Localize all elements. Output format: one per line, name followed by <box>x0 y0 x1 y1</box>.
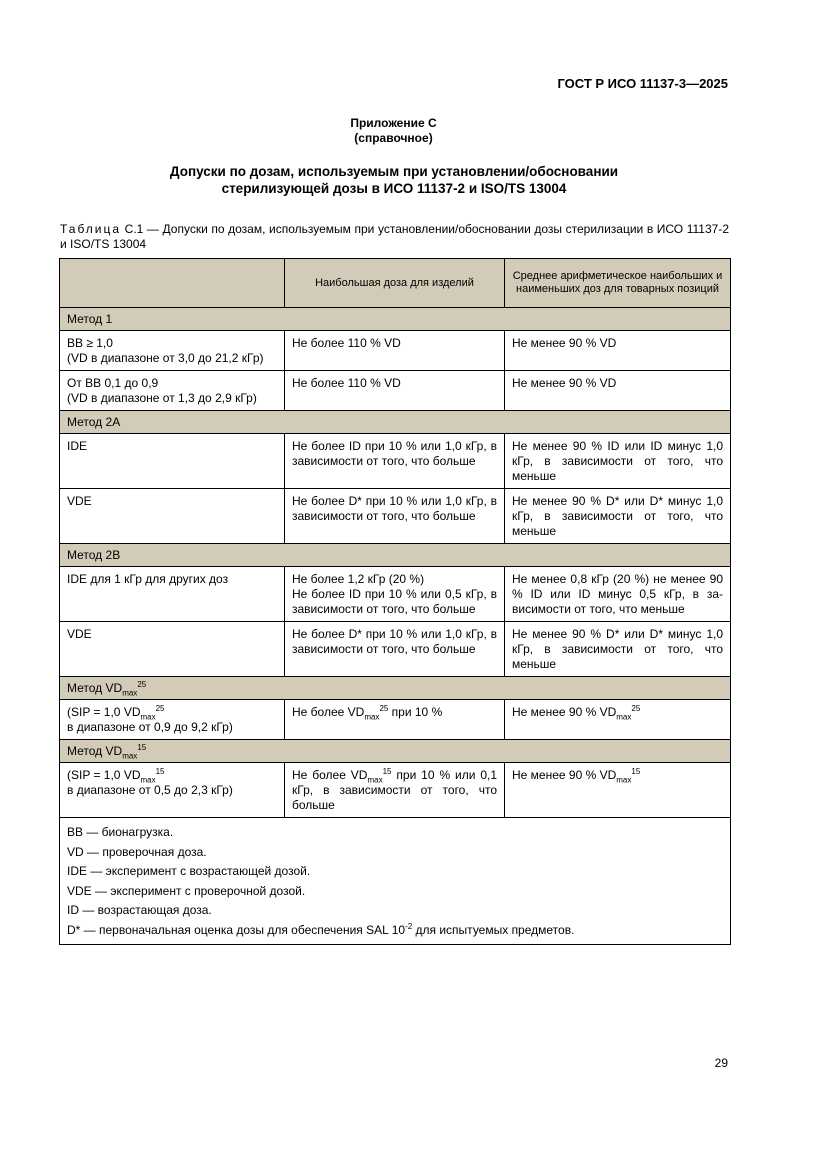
superscript: 25 <box>155 704 165 713</box>
table-cell <box>285 763 505 818</box>
text: (SIP = 1,0 VD <box>67 768 141 782</box>
text: для испытуемых предметов. <box>412 922 575 937</box>
cell-line: в диапазоне от 0,9 до 9,2 кГр) <box>67 720 233 734</box>
table-caption-text: С.1 — Допуски по дозам, используемым при установлении/обосновании дозы стерилизации в ИСО 11137-2 и ISO/TS 13004 <box>60 222 729 251</box>
label-subscript: max <box>122 751 138 761</box>
table-cell: Не менее 90 % VD <box>505 371 731 411</box>
legend-vde: VDE — эксперимент с проверочной дозой. <box>67 883 306 898</box>
appendix-title-line-2: стерилизующей дозы в ИСО 11137-2 и ISO/TS 13004 <box>221 181 567 196</box>
table-cell <box>60 331 285 371</box>
table-cell <box>505 763 731 818</box>
dose-tolerance-table <box>59 258 731 945</box>
table-cell: Не менее 90 % ID или ID минус 1,0 кГр, в зависимости от того, что меньше <box>505 434 731 489</box>
text: при 10 % <box>388 705 443 719</box>
label-text: Метод VD <box>67 744 123 758</box>
group-row-method-2b <box>60 544 731 567</box>
group-row-method-vdmax25 <box>60 677 731 700</box>
label-superscript: 25 <box>137 680 147 689</box>
cell-line: От BB 0,1 до 0,9 <box>67 376 159 390</box>
table-cell: Не менее 90 % D* или D* минус 1,0 кГр, в зависимости от того, что меньше <box>505 622 731 677</box>
page-number: 29 <box>714 1056 728 1070</box>
table-cell: Не более D* при 10 % или 1,0 кГр, в зависимости от того, что больше <box>285 489 505 544</box>
subscript: max <box>616 712 632 722</box>
table-cell <box>505 700 731 740</box>
subscript: max <box>140 775 156 785</box>
table-row <box>60 489 731 544</box>
text: Не более VD <box>292 705 365 719</box>
table-row <box>60 434 731 489</box>
table-cell <box>60 371 285 411</box>
header-cell-empty <box>60 259 285 308</box>
superscript: 15 <box>382 767 392 776</box>
cell-line: (VD в диапазоне от 3,0 до 21,2 кГр) <box>67 351 264 365</box>
table-cell: IDE <box>60 434 285 489</box>
table-legend <box>60 818 731 945</box>
table-row <box>60 763 731 818</box>
legend-bb: BB — бионагрузка. <box>67 825 174 839</box>
header-cell-max-dose: Наибольшая доза для изделий <box>285 259 505 308</box>
table-cell: Не менее 0,8 кГр (20 %) не менее 90 % ID или ID минус 0,5 кГр, в за-висимости от того, что меньше <box>505 567 731 622</box>
table-cell: Не более 110 % VD <box>285 371 505 411</box>
text: D* — первоначальная оценка дозы для обеспечения SAL 10 <box>67 922 406 937</box>
cell-line: Не более 1,2 кГр (20 %) <box>292 572 425 586</box>
legend-ide: IDE — эксперимент с возрастающей дозой. <box>67 864 311 878</box>
group-label-method-vdmax25 <box>60 677 731 700</box>
text: при 10 % или 0,1 кГр, в зависимости от того, что больше <box>292 768 498 812</box>
text: Не менее 90 % VD <box>512 768 617 782</box>
subscript: max <box>364 712 380 722</box>
table-cell <box>285 700 505 740</box>
superscript: 25 <box>379 704 389 713</box>
table-cell: IDE для 1 кГр для других доз <box>60 567 285 622</box>
appendix-type: (справочное) <box>354 131 433 145</box>
cell-line <box>67 768 277 783</box>
table-cell: Не менее 90 % D* или D* минус 1,0 кГр, в зависимости от того, что меньше <box>505 489 731 544</box>
cell-line: BB ≥ 1,0 <box>67 336 113 350</box>
label-superscript: 15 <box>137 743 147 752</box>
document-code: ГОСТ Р ИСО 11137-3—2025 <box>557 76 728 91</box>
table-row <box>60 567 731 622</box>
cell-line: Не более ID при 10 % или 0,5 кГр, в зависимости от того, что больше <box>292 587 497 616</box>
table-cell: Не менее 90 % VD <box>505 331 731 371</box>
legend-id: ID — возрастающая доза. <box>67 903 212 917</box>
appendix-title <box>60 163 728 197</box>
table-cell: VDE <box>60 489 285 544</box>
legend-vd: VD — проверочная доза. <box>67 844 207 859</box>
text: Не менее 90 % VD <box>512 705 617 719</box>
group-row-method-2a <box>60 411 731 434</box>
label-text: Метод VD <box>67 681 123 695</box>
appendix-heading <box>0 116 787 146</box>
table-header-row <box>60 259 731 308</box>
group-row-method-vdmax15 <box>60 740 731 763</box>
legend-row <box>60 818 731 945</box>
table-cell: Не более D* при 10 % или 1,0 кГр, в зависимости от того, что больше <box>285 622 505 677</box>
group-label-method-vdmax15 <box>60 740 731 763</box>
table-cell <box>60 700 285 740</box>
header-cell-mean-dose: Среднее арифметическое наибольших и наименьших доз для товарных позиций <box>505 259 731 308</box>
appendix-label: Приложение С <box>350 116 437 130</box>
label-subscript: max <box>122 688 138 698</box>
table-cell <box>60 763 285 818</box>
table-cell: Не более ID при 10 % или 1,0 кГр, в зависимости от того, что больше <box>285 434 505 489</box>
legend-dstar <box>67 921 723 941</box>
table-row <box>60 622 731 677</box>
appendix-title-line-1: Допуски по дозам, используемым при установлении/обосновании <box>169 164 619 179</box>
group-row-method-1 <box>60 308 731 331</box>
table-row <box>60 371 731 411</box>
subscript: max <box>616 775 632 785</box>
table-cell: VDE <box>60 622 285 677</box>
text: Не более VD <box>292 768 368 782</box>
superscript: 15 <box>631 767 641 776</box>
table-cell <box>285 567 505 622</box>
cell-line: (VD в диапазоне от 1,3 до 2,9 кГр) <box>67 391 257 405</box>
text: (SIP = 1,0 VD <box>67 705 141 719</box>
group-label-method-2b: Метод 2В <box>60 544 731 567</box>
superscript: 25 <box>631 704 641 713</box>
subscript: max <box>140 712 156 722</box>
superscript: 15 <box>155 767 165 776</box>
cell-line: в диапазоне от 0,5 до 2,3 кГр) <box>67 783 233 797</box>
table-caption <box>60 222 729 252</box>
table-cell: Не более 110 % VD <box>285 331 505 371</box>
table-row <box>60 700 731 740</box>
cell-line <box>67 705 277 720</box>
superscript: -2 <box>405 921 413 931</box>
group-label-method-2a: Метод 2А <box>60 411 731 434</box>
group-label-method-1: Метод 1 <box>60 308 731 331</box>
table-caption-prefix: Таблица <box>60 222 122 236</box>
subscript: max <box>367 775 383 785</box>
table-row <box>60 331 731 371</box>
